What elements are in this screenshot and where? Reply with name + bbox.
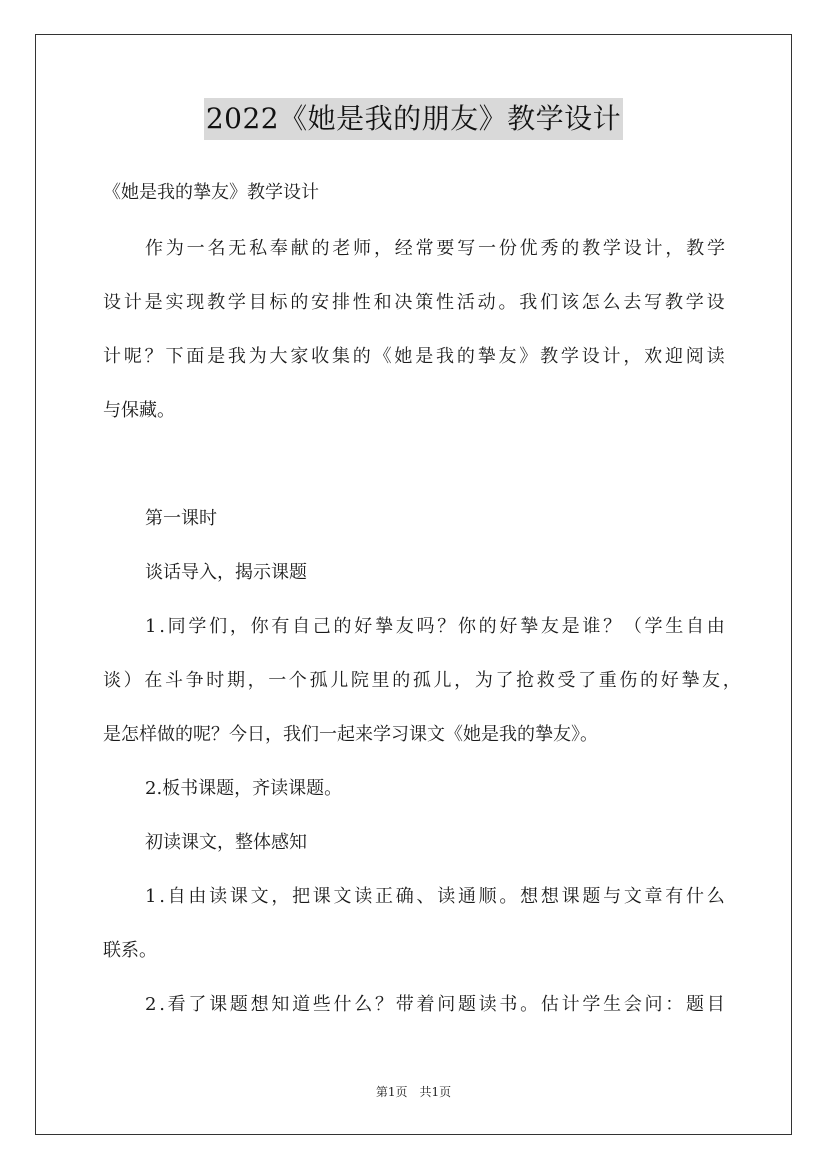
paragraph-line: 与保藏。 (103, 400, 175, 421)
text-char: 的 (561, 238, 580, 259)
text-char: 们 (209, 616, 228, 637)
text-char: 了 (578, 670, 597, 691)
text-char: 文 (250, 886, 269, 907)
text-char: 性 (352, 292, 371, 313)
text-char: 了 (495, 670, 514, 691)
text-char: （ (623, 616, 642, 637)
text-char: 你 (457, 616, 476, 637)
text-char: ： (665, 994, 684, 1015)
text-char: 教 (686, 238, 705, 259)
text-char: ， (229, 616, 248, 637)
text-char: 题 (686, 994, 705, 1015)
text-char: 活 (456, 292, 475, 313)
text-char: 章 (644, 886, 663, 907)
text-char: . (159, 994, 165, 1015)
text-char: 学 (706, 238, 725, 259)
text-char: 与 (603, 886, 622, 907)
text-char: 好 (660, 670, 679, 691)
text-char: 摯 (375, 616, 393, 637)
paragraph-line: 联系。 (103, 940, 157, 961)
text-char: 我 (436, 346, 454, 367)
text-char: 摯 (520, 616, 539, 637)
text-char: 标 (269, 292, 288, 313)
text-char: 面 (186, 346, 205, 367)
section-heading: 谈话导入，揭示课题 (145, 562, 307, 583)
text-char: 设 (581, 346, 600, 367)
text-char: 为 (165, 238, 184, 259)
paragraph-line (145, 885, 725, 909)
text-char: ， (722, 670, 741, 691)
text-char: 的 (290, 292, 309, 313)
text-char: 一 (186, 238, 205, 259)
text-char: . (159, 886, 165, 907)
text-char: 文 (623, 886, 642, 907)
text-char: 友 (702, 670, 721, 691)
text-char: 的 (333, 616, 352, 637)
text-char: 读 (354, 886, 373, 907)
text-char: 大 (269, 346, 288, 367)
text-char: 现 (186, 292, 205, 313)
text-char: 是 (144, 292, 163, 313)
text-char: 学 (602, 238, 621, 259)
text-char: 和 (373, 292, 392, 313)
paragraph-line (145, 237, 725, 261)
text-char: 书 (499, 994, 518, 1015)
text-char: 、 (416, 886, 435, 907)
text-char: 知 (271, 994, 290, 1015)
text-char: 么 (602, 292, 621, 313)
text-char: 集 (331, 346, 350, 367)
text-char: 文 (333, 886, 352, 907)
page-footer: 第1页 共1页 (375, 1085, 452, 1099)
text-char: 一 (268, 670, 287, 691)
text-char: 自 (686, 616, 705, 637)
text-char: 写 (457, 238, 476, 259)
text-char: 好 (354, 616, 373, 637)
text-char: 时 (206, 670, 225, 691)
text-char: 我 (227, 346, 246, 367)
text-char: 私 (249, 238, 268, 259)
text-char: 课 (312, 886, 331, 907)
text-char: 收 (311, 346, 330, 367)
text-char: 孤 (412, 670, 431, 691)
text-char: 的 (311, 238, 330, 259)
text-char: 么 (354, 994, 373, 1015)
text-char: 《 (373, 346, 392, 367)
text-char: ， (623, 346, 642, 367)
text-char: 你 (250, 616, 269, 637)
text-char: 问 (437, 994, 456, 1015)
text-char: 设 (706, 292, 725, 313)
text-char: 个 (288, 670, 307, 691)
text-char: 看 (167, 994, 186, 1015)
text-char: 常 (415, 238, 434, 259)
text-char: 生 (665, 616, 684, 637)
text-char: 秀 (540, 238, 559, 259)
text-char: 的 (392, 670, 411, 691)
text-char: 经 (394, 238, 413, 259)
text-char: 课 (561, 886, 580, 907)
text-char: 份 (498, 238, 517, 259)
text-char: 动 (477, 292, 496, 313)
text-char: 怎 (581, 292, 600, 313)
text-char: 的 (352, 346, 371, 367)
text-char: 好 (499, 616, 518, 637)
text-char: 院 (350, 670, 369, 691)
paragraph-line (103, 291, 725, 315)
paragraph-line (103, 669, 741, 693)
text-char: ？ (144, 346, 163, 367)
text-char: 名 (207, 238, 226, 259)
text-char: 排 (331, 292, 350, 313)
text-char: 自 (292, 616, 311, 637)
text-char: 是 (415, 346, 434, 367)
text-char: 她 (394, 346, 413, 367)
text-char: 把 (292, 886, 311, 907)
text-char: 要 (436, 238, 455, 259)
text-char: 们 (540, 292, 559, 313)
text-char: 题 (229, 994, 248, 1015)
text-char: 教 (207, 292, 226, 313)
text-char: 计 (123, 292, 142, 313)
text-char: 教 (664, 292, 683, 313)
text-char: 性 (436, 292, 454, 313)
text-char: 读 (706, 346, 725, 367)
text-char: 自 (167, 886, 186, 907)
text-char: ？ (375, 994, 393, 1015)
text-char: 计 (602, 346, 621, 367)
text-char: 着 (416, 994, 435, 1015)
text-char: 里 (371, 670, 390, 691)
text-char: 学 (188, 616, 207, 637)
paragraph-line (103, 345, 725, 369)
document-subtitle: 《她是我的摯友》教学设计 (103, 182, 319, 203)
text-char: 儿 (433, 670, 452, 691)
text-char: 抢 (516, 670, 535, 691)
text-char: 为 (474, 670, 493, 691)
text-char: 学 (560, 346, 579, 367)
text-char: 奉 (269, 238, 288, 259)
text-char: 优 (519, 238, 538, 259)
text-char: 谁 (582, 616, 601, 637)
text-char: 由 (706, 616, 725, 637)
text-char: 目 (706, 994, 725, 1015)
text-char: 了 (188, 994, 207, 1015)
text-char: 读 (437, 886, 456, 907)
text-char: 我 (519, 292, 538, 313)
text-char: 欢 (644, 346, 663, 367)
paragraph-line (145, 993, 725, 1017)
text-char: 阅 (685, 346, 704, 367)
text-char: 课 (209, 994, 228, 1015)
text-char: 设 (623, 238, 642, 259)
text-char: 斗 (164, 670, 183, 691)
text-char: ？ (437, 616, 456, 637)
section-heading: 第一课时 (145, 508, 217, 529)
text-char: 什 (686, 886, 705, 907)
text-char: 写 (644, 292, 663, 313)
text-char: 伤 (619, 670, 638, 691)
text-char: 2 (145, 994, 157, 1015)
text-char: 什 (333, 994, 352, 1015)
text-char: 确 (395, 886, 414, 907)
text-char: ？ (603, 616, 622, 637)
text-char: 些 (312, 994, 331, 1015)
text-char: ， (271, 886, 290, 907)
text-char: 摯 (477, 346, 496, 367)
list-item: 2.板书课题，齐读课题。 (145, 778, 343, 799)
text-char: 设 (103, 292, 121, 313)
text-char: 一 (478, 238, 496, 259)
text-char: 谈 (103, 670, 121, 691)
paragraph-line (145, 615, 725, 639)
text-char: 教 (540, 346, 559, 367)
text-char: 有 (271, 616, 290, 637)
text-char: 带 (395, 994, 414, 1015)
text-char: 迎 (664, 346, 683, 367)
text-char: 的 (456, 346, 475, 367)
text-char: 友 (395, 616, 414, 637)
text-char: 问 (644, 994, 663, 1015)
text-char: 计 (644, 238, 663, 259)
text-char: 吗 (416, 616, 435, 637)
text-char: 1 (145, 886, 157, 907)
text-char: 正 (375, 886, 393, 907)
text-char: 想 (250, 994, 269, 1015)
text-char: 学 (685, 292, 704, 313)
text-char: 么 (706, 886, 725, 907)
text-char: . (159, 616, 165, 637)
section-heading: 初读课文，整体感知 (145, 832, 307, 853)
text-char: 学 (582, 994, 601, 1015)
text-char: 估 (540, 994, 559, 1015)
text-char: 友 (540, 616, 559, 637)
text-char: 受 (557, 670, 576, 691)
text-char: 计 (103, 346, 121, 367)
text-char: 教 (582, 238, 601, 259)
text-char: ， (454, 670, 473, 691)
text-char: ， (665, 238, 684, 259)
text-char: 。 (520, 994, 539, 1015)
text-char: 作 (145, 238, 163, 259)
text-char: 家 (290, 346, 309, 367)
text-char: 在 (144, 670, 163, 691)
text-char: 读 (209, 886, 228, 907)
paragraph-line: 是怎样做的呢？今日，我们一起来学习课文《她是我的摯友》。 (103, 724, 598, 745)
text-char: 期 (226, 670, 245, 691)
text-char: 想 (520, 886, 539, 907)
text-char: 是 (207, 346, 226, 367)
text-char: 呢 (123, 346, 142, 367)
text-char: 由 (188, 886, 207, 907)
text-char: 计 (561, 994, 580, 1015)
document-title: 2022《她是我的朋友》教学设计 (204, 98, 623, 140)
text-char: 该 (560, 292, 579, 313)
text-char: 题 (582, 886, 601, 907)
text-char: 1 (145, 616, 157, 637)
text-char: 会 (623, 994, 642, 1015)
text-char: 是 (561, 616, 580, 637)
text-char: 题 (457, 994, 476, 1015)
text-char: 想 (540, 886, 559, 907)
text-char: 安 (311, 292, 330, 313)
text-char: 有 (665, 886, 684, 907)
text-char: 道 (292, 994, 311, 1015)
text-char: 》 (519, 346, 538, 367)
text-char: 顺 (478, 886, 497, 907)
text-char: 友 (498, 346, 517, 367)
text-char: 。 (499, 886, 518, 907)
text-char: 学 (227, 292, 246, 313)
text-char: ， (247, 670, 266, 691)
text-char: 策 (415, 292, 434, 313)
text-char: 课 (229, 886, 248, 907)
text-char: 孤 (309, 670, 328, 691)
text-char: 去 (623, 292, 642, 313)
text-char: 师 (353, 238, 372, 259)
text-char: 己 (312, 616, 331, 637)
text-char: 同 (167, 616, 186, 637)
text-char: 儿 (330, 670, 349, 691)
text-char: 摯 (681, 670, 700, 691)
text-char: 生 (603, 994, 622, 1015)
text-char: 学 (644, 616, 663, 637)
text-char: ， (373, 238, 392, 259)
text-char: 。 (498, 292, 517, 313)
text-char: 献 (290, 238, 309, 259)
title-container (0, 98, 827, 140)
text-char: 目 (248, 292, 267, 313)
text-char: 实 (165, 292, 184, 313)
text-char: ） (123, 670, 142, 691)
text-char: 重 (598, 670, 617, 691)
text-char: 决 (394, 292, 413, 313)
text-char: 通 (457, 886, 476, 907)
text-char: 的 (478, 616, 497, 637)
text-char: 为 (248, 346, 267, 367)
text-char: 救 (536, 670, 555, 691)
text-char: 争 (185, 670, 204, 691)
text-char: 的 (640, 670, 659, 691)
text-char: 老 (332, 238, 351, 259)
text-char: 下 (165, 346, 184, 367)
text-char: 读 (478, 994, 497, 1015)
text-char: 无 (228, 238, 247, 259)
